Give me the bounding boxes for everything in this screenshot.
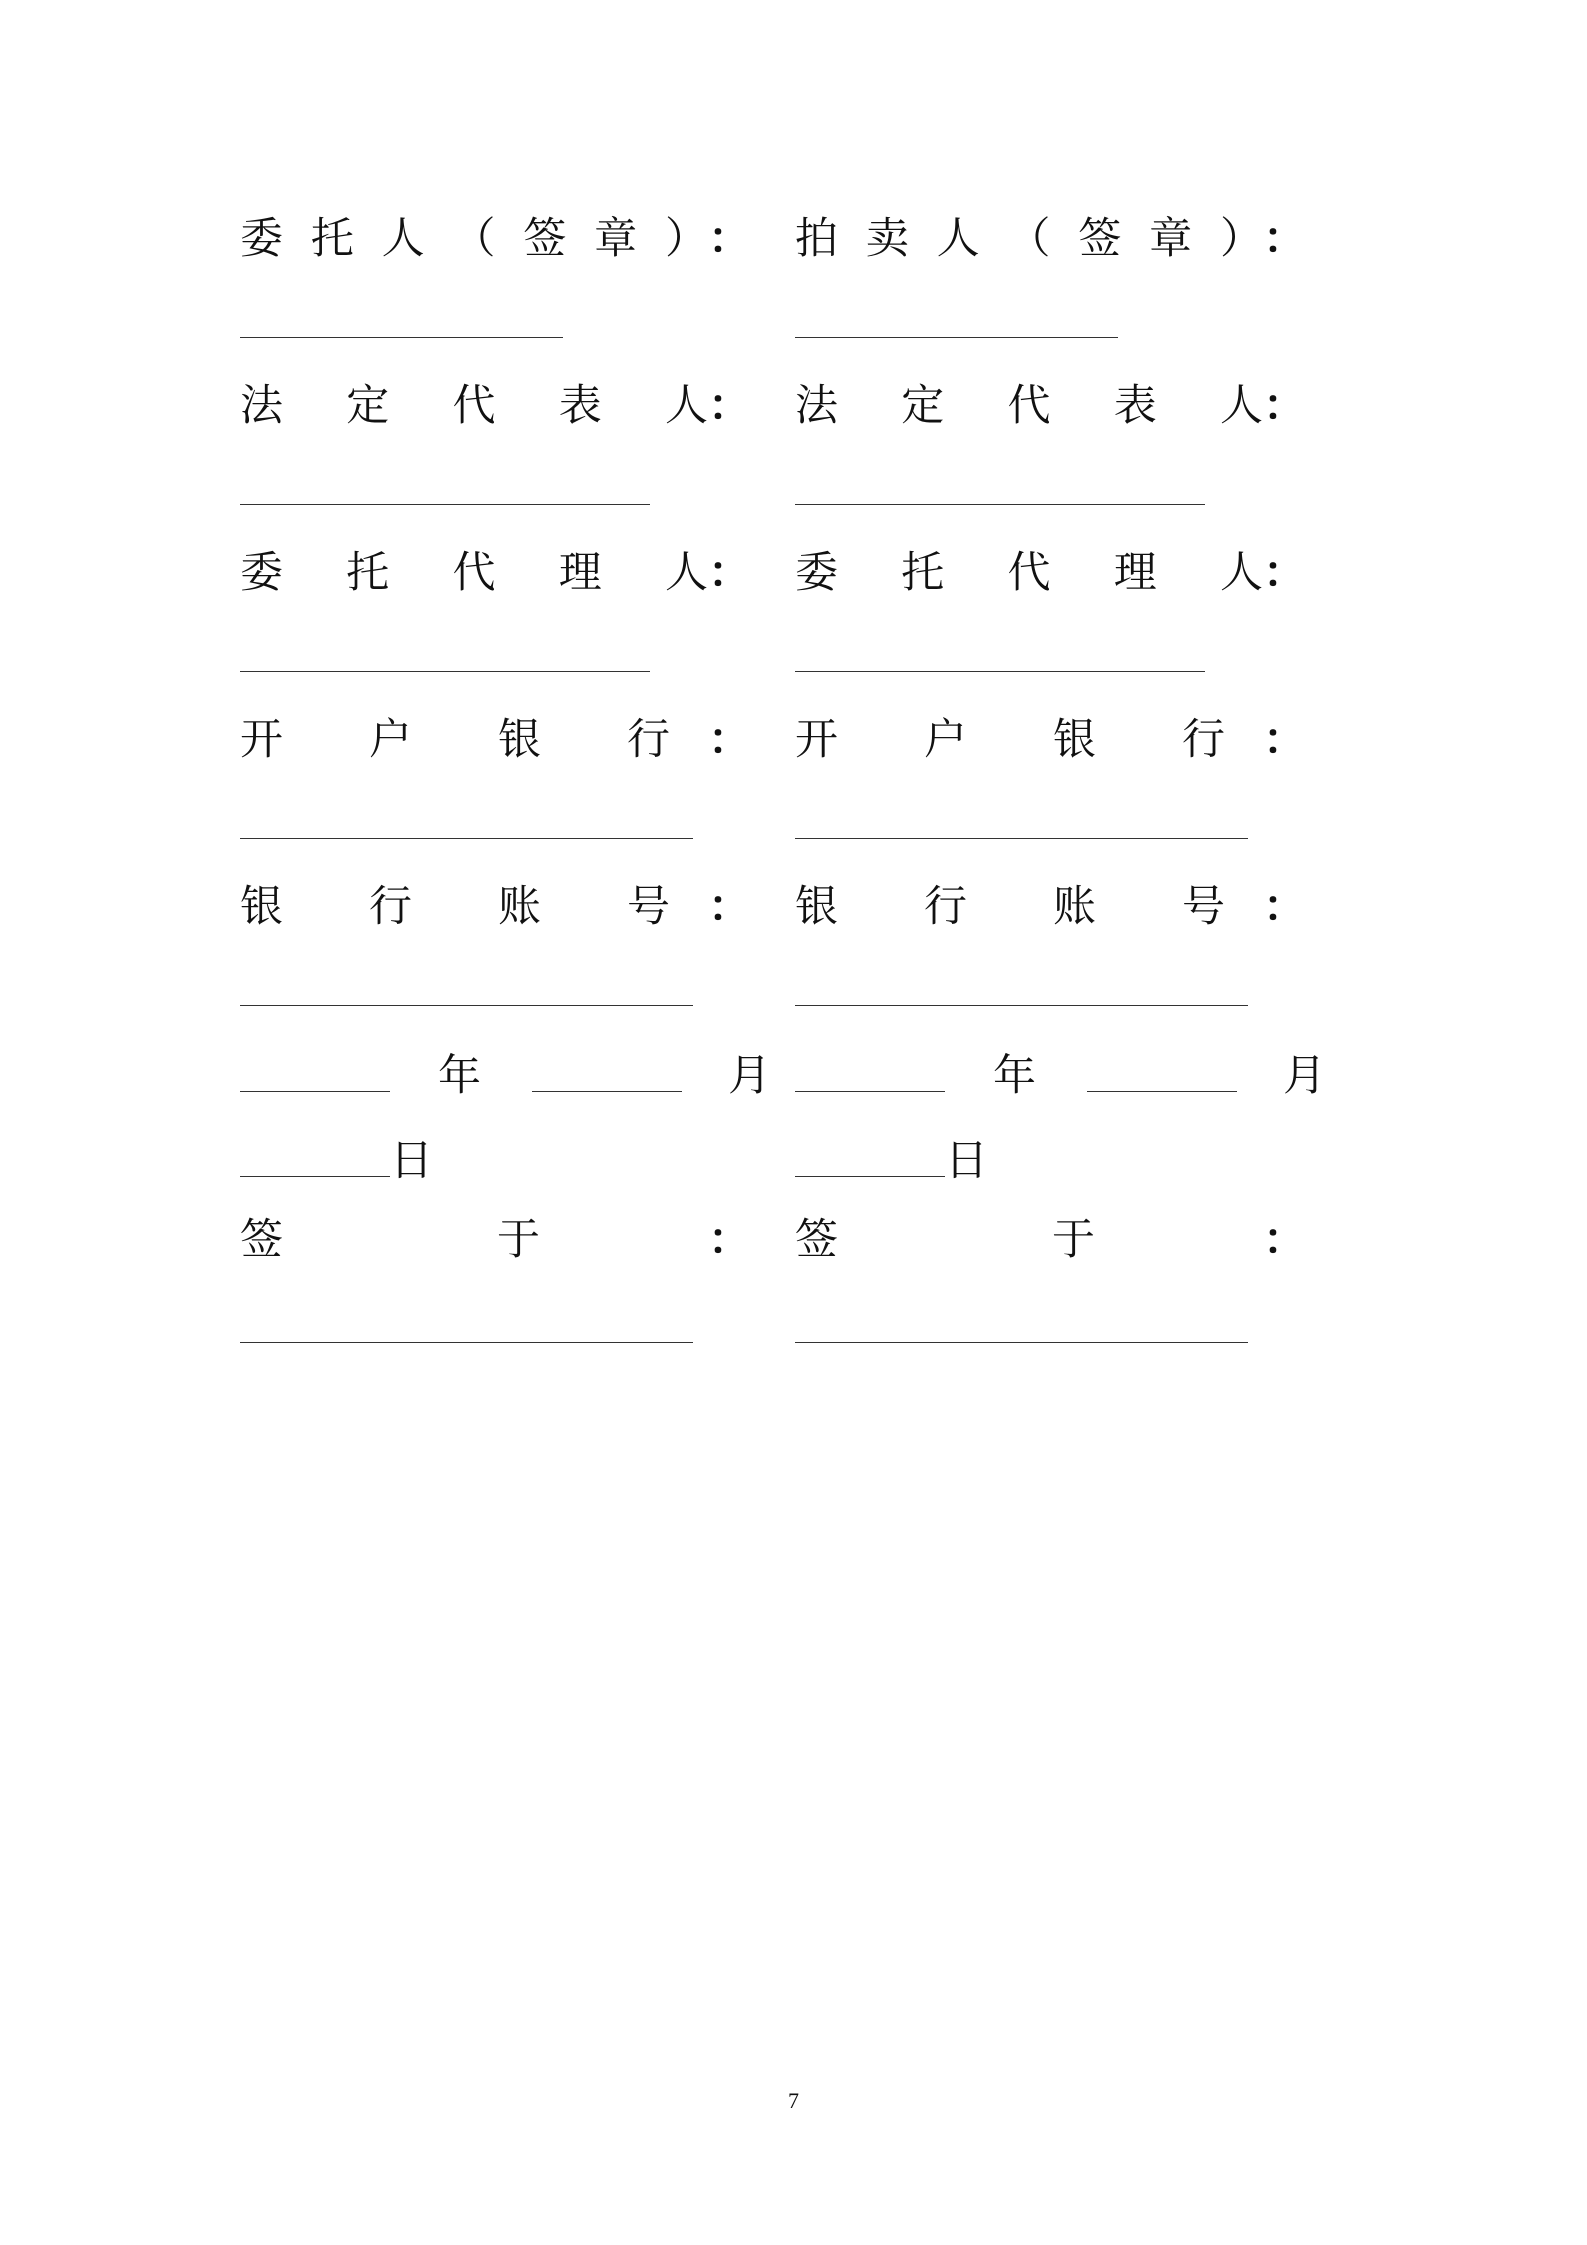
right-day-blank[interactable]	[795, 1176, 945, 1177]
right-signed-at-colon: ：	[1263, 1214, 1306, 1265]
left-account-colon: ：	[708, 881, 751, 932]
right-account-colon: ：	[1263, 881, 1306, 932]
left-signed-at-colon: ：	[708, 1214, 751, 1265]
right-day-row	[795, 1123, 1045, 1187]
left-year-label: 年	[438, 1051, 481, 1101]
left-month-blank[interactable]	[532, 1091, 682, 1092]
right-party-colon: ：	[1263, 213, 1306, 264]
left-legal-rep-colon: ：	[708, 380, 751, 431]
right-bank-label	[795, 704, 1306, 768]
right-day-label: 日	[945, 1136, 988, 1186]
left-account-label	[240, 871, 751, 935]
right-agent-colon: ：	[1263, 547, 1306, 598]
right-year-label: 年	[993, 1051, 1036, 1101]
left-bank-blank[interactable]	[240, 838, 693, 839]
left-legal-rep-blank[interactable]	[240, 504, 650, 505]
left-account-text: 银 行 账 号	[240, 881, 670, 932]
right-bank-text: 开 户 银 行	[795, 714, 1225, 765]
left-agent-blank[interactable]	[240, 671, 650, 672]
left-legal-rep-text: 法 定 代 表 人	[240, 380, 708, 431]
right-agent-blank[interactable]	[795, 671, 1205, 672]
right-month-label: 月	[1283, 1051, 1326, 1101]
right-agent-label	[795, 537, 1306, 601]
left-party-colon: ：	[708, 213, 751, 264]
right-signed-at-blank[interactable]	[795, 1342, 1248, 1343]
right-signed-at-text: 签 于	[795, 1214, 1095, 1265]
left-bank-label	[240, 704, 751, 768]
left-signed-at-blank[interactable]	[240, 1342, 693, 1343]
left-agent-text: 委 托 代 理 人	[240, 547, 708, 598]
left-account-blank[interactable]	[240, 1005, 693, 1006]
right-signed-at-label	[795, 1204, 1306, 1268]
right-party-text: 拍 卖 人 （ 签 章 ）	[795, 213, 1263, 264]
right-legal-rep-label	[795, 370, 1306, 434]
right-legal-rep-blank[interactable]	[795, 504, 1205, 505]
right-date-row	[795, 1038, 1335, 1102]
right-account-blank[interactable]	[795, 1005, 1248, 1006]
left-bank-text: 开 户 银 行	[240, 714, 670, 765]
left-agent-colon: ：	[708, 547, 751, 598]
left-legal-rep-label	[240, 370, 751, 434]
right-bank-colon: ：	[1263, 714, 1306, 765]
right-account-label	[795, 871, 1306, 935]
left-party-text: 委 托 人 （ 签 章 ）	[240, 213, 708, 264]
left-party-blank[interactable]	[240, 337, 563, 338]
left-day-label: 日	[390, 1136, 433, 1186]
left-day-row	[240, 1123, 490, 1187]
right-bank-blank[interactable]	[795, 838, 1248, 839]
left-bank-colon: ：	[708, 714, 751, 765]
left-day-blank[interactable]	[240, 1176, 390, 1177]
right-legal-rep-colon: ：	[1263, 380, 1306, 431]
left-agent-label	[240, 537, 751, 601]
left-year-blank[interactable]	[240, 1091, 390, 1092]
right-party-blank[interactable]	[795, 337, 1118, 338]
right-party-label	[795, 203, 1306, 267]
right-month-blank[interactable]	[1087, 1091, 1237, 1092]
right-account-text: 银 行 账 号	[795, 881, 1225, 932]
left-party-label	[240, 203, 751, 267]
right-year-blank[interactable]	[795, 1091, 945, 1092]
page-number: 7	[788, 2088, 799, 2113]
left-signed-at-label	[240, 1204, 751, 1268]
left-signed-at-text: 签 于	[240, 1214, 540, 1265]
left-date-row	[240, 1038, 770, 1102]
right-legal-rep-text: 法 定 代 表 人	[795, 380, 1263, 431]
right-agent-text: 委 托 代 理 人	[795, 547, 1263, 598]
left-month-label: 月	[728, 1051, 771, 1101]
